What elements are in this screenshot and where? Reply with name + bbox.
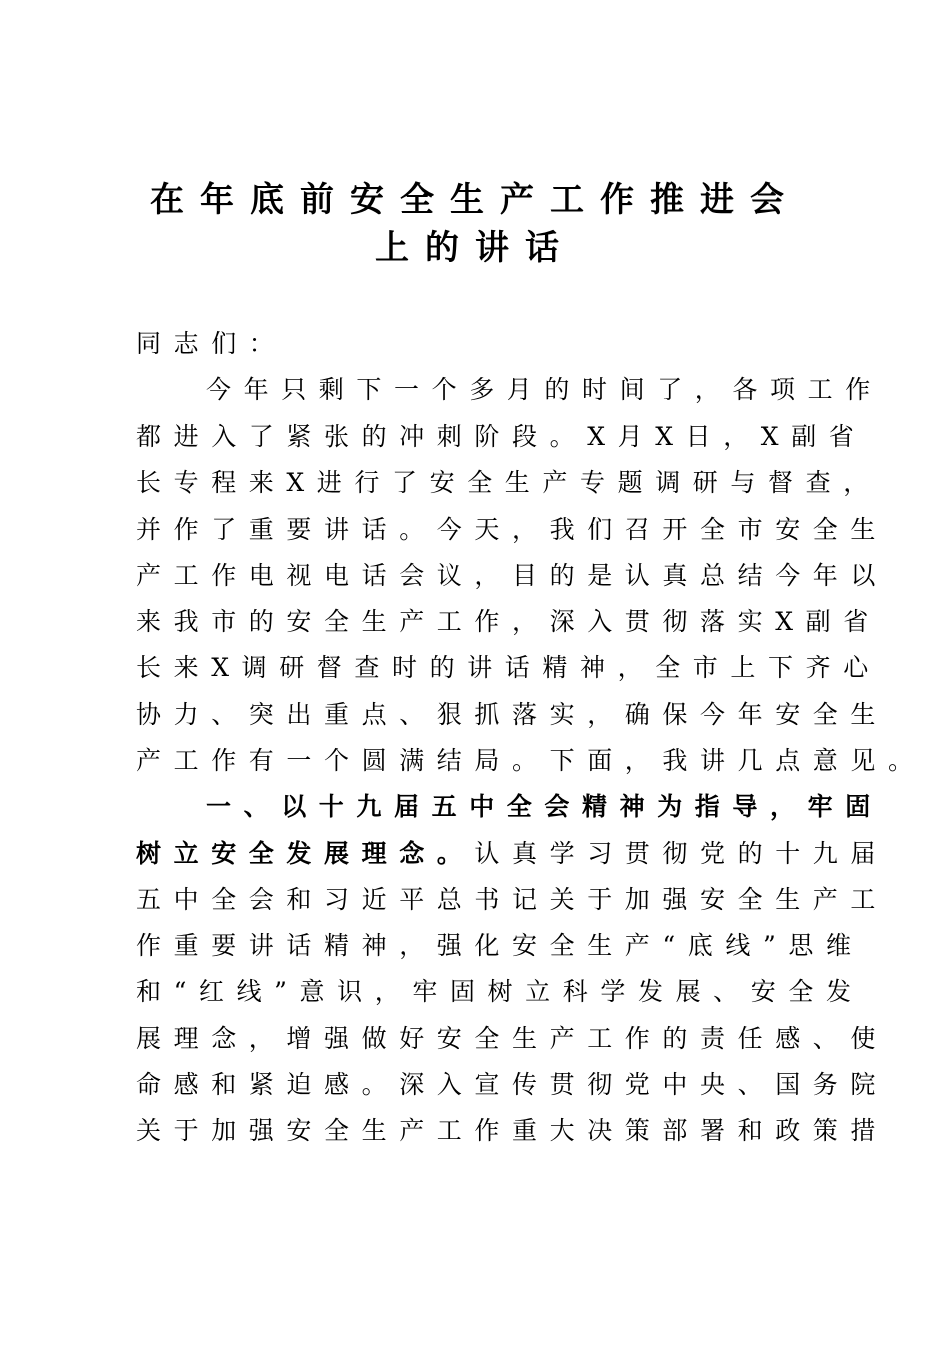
paragraph-1-line: 今年只剩下一个多月的时间了，各项工作	[206, 375, 883, 404]
section-1-line: 作重要讲话精神，强化安全生产“底线”思维	[136, 931, 864, 960]
paragraph-1-line: 产工作电视电话会议，目的是认真总结今年以	[136, 561, 889, 590]
paragraph-1-line: 来我市的安全生产工作，深入贯彻落实X副省	[136, 607, 881, 636]
section-1-line: 展理念，增强做好安全生产工作的责任感、使	[136, 1024, 889, 1053]
paragraph-1-line: 都进入了紧张的冲刺阶段。X月X日，X副省	[136, 422, 867, 451]
document-title-line-1: 在年底前安全生产工作推进会	[150, 180, 800, 220]
section-1-line: 和“红线”意识，牢固树立科学发展、安全发	[136, 977, 864, 1006]
document-title-line-2: 上的讲话	[375, 228, 575, 268]
section-1-line: 命感和紧迫感。深入宣传贯彻党中央、国务院	[136, 1070, 889, 1099]
section-1-line: 关于加强安全生产工作重大决策部署和政策措	[136, 1116, 889, 1145]
paragraph-1-line: 并作了重要讲话。今天，我们召开全市安全生	[136, 515, 889, 544]
section-1-heading-line-1: 一、以十九届五中全会精神为指导，牢固	[206, 792, 883, 821]
paragraph-1-line: 协力、突出重点、狠抓落实，确保今年安全生	[136, 700, 889, 729]
section-1-heading-line-2: 树立安全发展理念。	[136, 839, 475, 868]
section-1-line	[136, 838, 889, 870]
section-1-line: 五中全会和习近平总书记关于加强安全生产工	[136, 885, 889, 914]
paragraph-1-line: 长来X调研督查时的讲话精神，全市上下齐心	[136, 653, 881, 682]
salutation: 同志们：	[136, 329, 287, 358]
paragraph-1-line: 长专程来X进行了安全生产专题调研与督查，	[136, 468, 881, 497]
paragraph-1-line: 产工作有一个圆满结局。下面，我讲几点意见。	[136, 746, 926, 775]
section-1-body-text: 认真学习贯彻党的十九届	[474, 839, 889, 868]
